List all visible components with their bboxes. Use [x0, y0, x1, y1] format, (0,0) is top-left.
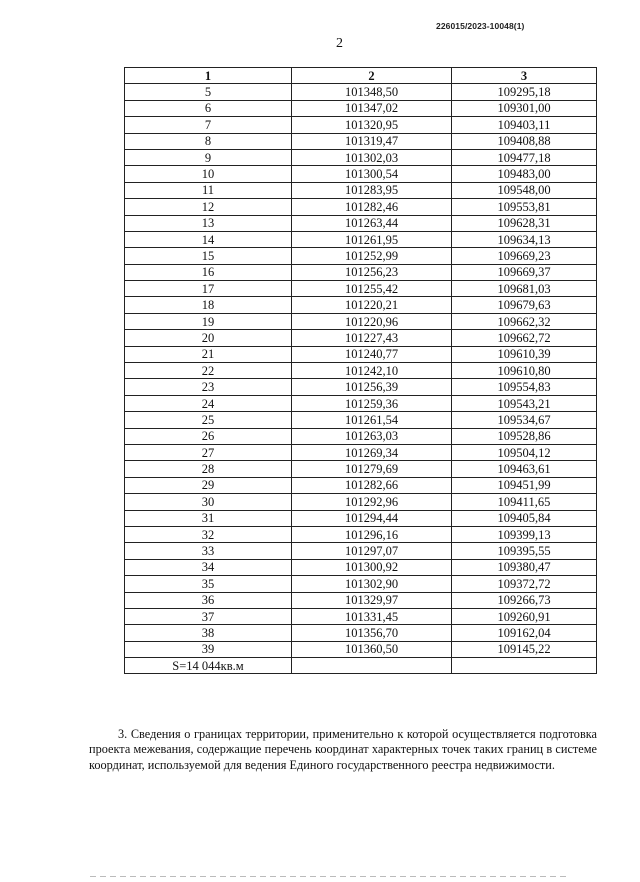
table-row: [125, 641, 597, 657]
x-coordinate-cell: 101292,96: [292, 494, 452, 510]
x-coordinate-cell: 101348,50: [292, 84, 452, 100]
x-coordinate-cell: 101263,03: [292, 428, 452, 444]
y-coordinate-cell: 109669,37: [452, 264, 597, 280]
y-coordinate-cell: 109669,23: [452, 248, 597, 264]
point-number-cell: 28: [125, 461, 292, 477]
table-row: [125, 199, 597, 215]
empty-cell: [452, 658, 597, 674]
point-number-cell: 23: [125, 379, 292, 395]
y-coordinate-cell: 109504,12: [452, 444, 597, 460]
table-row: [125, 149, 597, 165]
point-number-cell: 7: [125, 117, 292, 133]
table-row: [125, 133, 597, 149]
table-row: [125, 477, 597, 493]
y-coordinate-cell: 109662,32: [452, 313, 597, 329]
y-coordinate-cell: 109451,99: [452, 477, 597, 493]
table-row: [125, 215, 597, 231]
column-header: 1: [125, 68, 292, 84]
x-coordinate-cell: 101220,96: [292, 313, 452, 329]
table-row: [125, 117, 597, 133]
table-row: [125, 100, 597, 116]
point-number-cell: 19: [125, 313, 292, 329]
x-coordinate-cell: 101282,46: [292, 199, 452, 215]
table-row: [125, 428, 597, 444]
x-coordinate-cell: 101227,43: [292, 330, 452, 346]
y-coordinate-cell: 109372,72: [452, 576, 597, 592]
point-number-cell: 17: [125, 281, 292, 297]
y-coordinate-cell: 109162,04: [452, 625, 597, 641]
y-coordinate-cell: 109483,00: [452, 166, 597, 182]
point-number-cell: 38: [125, 625, 292, 641]
y-coordinate-cell: 109610,39: [452, 346, 597, 362]
x-coordinate-cell: 101220,21: [292, 297, 452, 313]
x-coordinate-cell: 101242,10: [292, 363, 452, 379]
y-coordinate-cell: 109543,21: [452, 395, 597, 411]
point-number-cell: 21: [125, 346, 292, 362]
x-coordinate-cell: 101261,95: [292, 231, 452, 247]
x-coordinate-cell: 101279,69: [292, 461, 452, 477]
x-coordinate-cell: 101329,97: [292, 592, 452, 608]
point-number-cell: 12: [125, 199, 292, 215]
table-row: [125, 264, 597, 280]
x-coordinate-cell: 101282,66: [292, 477, 452, 493]
y-coordinate-cell: 109679,63: [452, 297, 597, 313]
table-row: [125, 84, 597, 100]
point-number-cell: 25: [125, 412, 292, 428]
y-coordinate-cell: 109380,47: [452, 559, 597, 575]
point-number-cell: 30: [125, 494, 292, 510]
x-coordinate-cell: 101252,99: [292, 248, 452, 264]
point-number-cell: 6: [125, 100, 292, 116]
point-number-cell: 9: [125, 149, 292, 165]
coordinates-table: [124, 67, 597, 674]
area-total: S=14 044кв.м: [125, 658, 292, 674]
y-coordinate-cell: 109408,88: [452, 133, 597, 149]
column-header: 3: [452, 68, 597, 84]
y-coordinate-cell: 109634,13: [452, 231, 597, 247]
table-row: [125, 346, 597, 362]
y-coordinate-cell: 109411,65: [452, 494, 597, 510]
point-number-cell: 29: [125, 477, 292, 493]
table-row: [125, 248, 597, 264]
point-number-cell: 15: [125, 248, 292, 264]
x-coordinate-cell: 101302,90: [292, 576, 452, 592]
table-row: [125, 444, 597, 460]
section-3-paragraph: 3. Сведения о границах территории, применительно к которой осуществляется подготовка проекта межевания, содержащие перечень координат характерных точек таких границ в системе координат, используемой для ведения Единого государственного реестра недвижимости.: [89, 727, 597, 772]
point-number-cell: 24: [125, 395, 292, 411]
y-coordinate-cell: 109528,86: [452, 428, 597, 444]
table-row: [125, 543, 597, 559]
point-number-cell: 14: [125, 231, 292, 247]
x-coordinate-cell: 101320,95: [292, 117, 452, 133]
point-number-cell: 16: [125, 264, 292, 280]
y-coordinate-cell: 109681,03: [452, 281, 597, 297]
table-body: [125, 84, 597, 658]
y-coordinate-cell: 109662,72: [452, 330, 597, 346]
point-number-cell: 36: [125, 592, 292, 608]
table-row: [125, 576, 597, 592]
table-row: [125, 608, 597, 624]
point-number-cell: 31: [125, 510, 292, 526]
x-coordinate-cell: 101347,02: [292, 100, 452, 116]
x-coordinate-cell: 101269,34: [292, 444, 452, 460]
table-row: [125, 330, 597, 346]
y-coordinate-cell: 109399,13: [452, 526, 597, 542]
y-coordinate-cell: 109403,11: [452, 117, 597, 133]
point-number-cell: 34: [125, 559, 292, 575]
y-coordinate-cell: 109266,73: [452, 592, 597, 608]
document-id: 226015/2023-10048(1): [436, 21, 525, 31]
table-row: [125, 395, 597, 411]
y-coordinate-cell: 109548,00: [452, 182, 597, 198]
point-number-cell: 13: [125, 215, 292, 231]
y-coordinate-cell: 109405,84: [452, 510, 597, 526]
table-row: [125, 461, 597, 477]
table-row: [125, 166, 597, 182]
table-row: [125, 182, 597, 198]
page-number: 2: [336, 36, 343, 51]
table-row: [125, 510, 597, 526]
x-coordinate-cell: 101259,36: [292, 395, 452, 411]
y-coordinate-cell: 109295,18: [452, 84, 597, 100]
scan-artifact-line: [90, 876, 570, 877]
table-row: [125, 313, 597, 329]
column-header: 2: [292, 68, 452, 84]
empty-cell: [292, 658, 452, 674]
point-number-cell: 35: [125, 576, 292, 592]
point-number-cell: 8: [125, 133, 292, 149]
table-row: [125, 412, 597, 428]
y-coordinate-cell: 109477,18: [452, 149, 597, 165]
x-coordinate-cell: 101300,54: [292, 166, 452, 182]
area-row: [125, 658, 597, 674]
table-row: [125, 559, 597, 575]
y-coordinate-cell: 109301,00: [452, 100, 597, 116]
table-header-row: [125, 68, 597, 84]
x-coordinate-cell: 101240,77: [292, 346, 452, 362]
table-row: [125, 592, 597, 608]
x-coordinate-cell: 101255,42: [292, 281, 452, 297]
y-coordinate-cell: 109463,61: [452, 461, 597, 477]
point-number-cell: 37: [125, 608, 292, 624]
x-coordinate-cell: 101319,47: [292, 133, 452, 149]
y-coordinate-cell: 109395,55: [452, 543, 597, 559]
table-row: [125, 231, 597, 247]
point-number-cell: 22: [125, 363, 292, 379]
point-number-cell: 32: [125, 526, 292, 542]
x-coordinate-cell: 101294,44: [292, 510, 452, 526]
y-coordinate-cell: 109553,81: [452, 199, 597, 215]
y-coordinate-cell: 109628,31: [452, 215, 597, 231]
x-coordinate-cell: 101256,39: [292, 379, 452, 395]
point-number-cell: 5: [125, 84, 292, 100]
y-coordinate-cell: 109534,67: [452, 412, 597, 428]
x-coordinate-cell: 101360,50: [292, 641, 452, 657]
x-coordinate-cell: 101283,95: [292, 182, 452, 198]
x-coordinate-cell: 101296,16: [292, 526, 452, 542]
x-coordinate-cell: 101297,07: [292, 543, 452, 559]
point-number-cell: 20: [125, 330, 292, 346]
point-number-cell: 26: [125, 428, 292, 444]
table-row: [125, 526, 597, 542]
y-coordinate-cell: 109260,91: [452, 608, 597, 624]
x-coordinate-cell: 101302,03: [292, 149, 452, 165]
table-row: [125, 494, 597, 510]
point-number-cell: 18: [125, 297, 292, 313]
point-number-cell: 27: [125, 444, 292, 460]
y-coordinate-cell: 109610,80: [452, 363, 597, 379]
table-row: [125, 363, 597, 379]
point-number-cell: 11: [125, 182, 292, 198]
x-coordinate-cell: 101300,92: [292, 559, 452, 575]
point-number-cell: 33: [125, 543, 292, 559]
point-number-cell: 10: [125, 166, 292, 182]
table-row: [125, 297, 597, 313]
table-row: [125, 281, 597, 297]
table-row: [125, 625, 597, 641]
point-number-cell: 39: [125, 641, 292, 657]
x-coordinate-cell: 101256,23: [292, 264, 452, 280]
x-coordinate-cell: 101356,70: [292, 625, 452, 641]
table-row: [125, 379, 597, 395]
x-coordinate-cell: 101331,45: [292, 608, 452, 624]
y-coordinate-cell: 109554,83: [452, 379, 597, 395]
x-coordinate-cell: 101263,44: [292, 215, 452, 231]
x-coordinate-cell: 101261,54: [292, 412, 452, 428]
y-coordinate-cell: 109145,22: [452, 641, 597, 657]
